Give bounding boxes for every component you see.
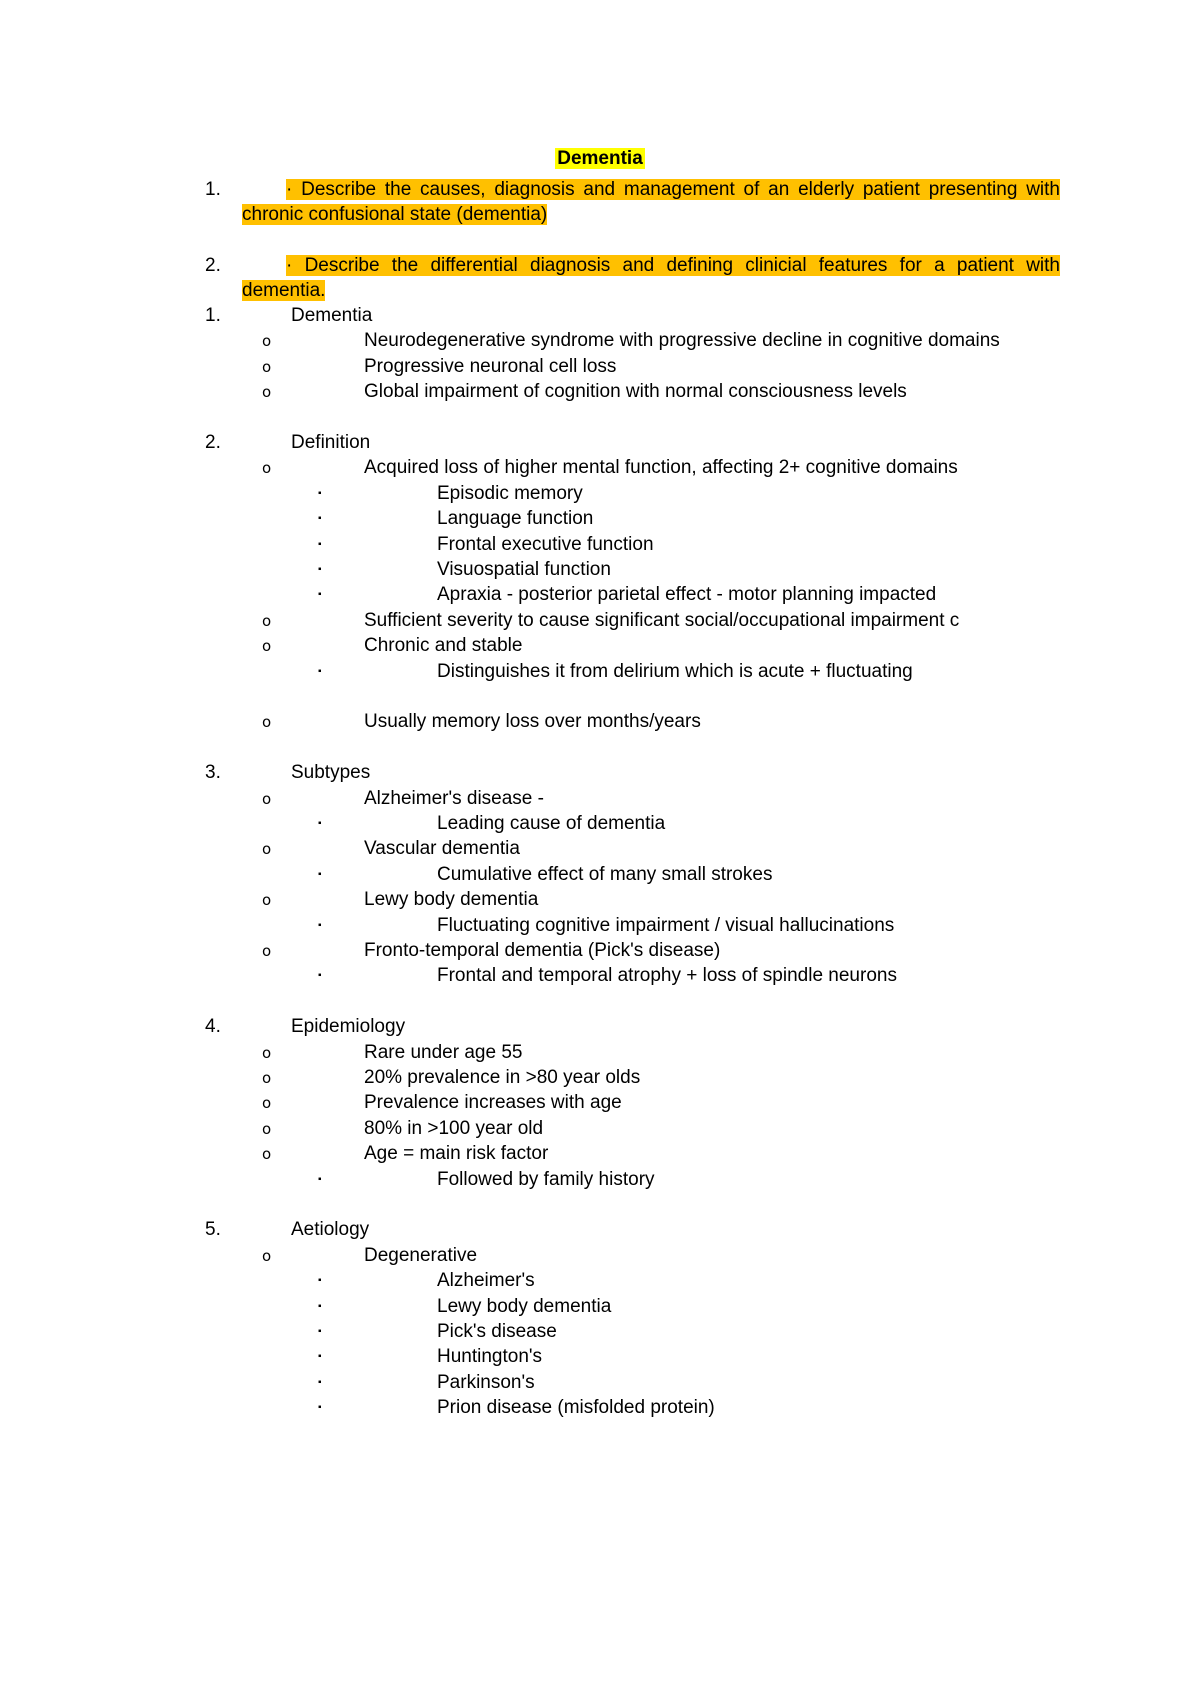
objective-number: 1. (205, 179, 221, 200)
section-heading: Dementia (291, 305, 373, 326)
sub-list-item: Alzheimer's (437, 1270, 535, 1292)
square-bullet-icon: ▪ (318, 868, 322, 880)
section-heading: Aetiology (291, 1219, 370, 1241)
circle-bullet-icon: o (262, 459, 272, 478)
circle-bullet-icon: o (262, 713, 272, 732)
circle-bullet-icon: o (262, 942, 272, 960)
objective-highlight: · Describe the causes, diagnosis and management of an elderly patient presenting with chronic confusional state (dementia) (242, 179, 1060, 225)
list-item: Degenerative (364, 1244, 478, 1266)
sub-list-item: Huntington's (437, 1346, 543, 1368)
list-item: Chronic and stable (364, 635, 523, 657)
list-item: Fronto-temporal dementia (Pick's disease) (364, 940, 721, 961)
section-heading: Subtypes (291, 762, 371, 784)
square-bullet-icon: ▪ (318, 919, 322, 931)
square-bullet-icon: ▪ (318, 513, 322, 525)
circle-bullet-icon: o (262, 1043, 272, 1062)
circle-bullet-icon: o (262, 891, 272, 910)
section-heading: Epidemiology (291, 1016, 406, 1038)
square-bullet-icon: ▪ (318, 1376, 322, 1388)
objective-number: 2. (205, 255, 221, 276)
sub-list-item: Leading cause of dementia (437, 813, 666, 834)
sub-list-item: Fluctuating cognitive impairment / visual hallucinations (437, 914, 895, 936)
circle-bullet-icon: o (262, 637, 272, 656)
document-title (0, 146, 1200, 172)
list-item: 80% in >100 year old (364, 1117, 544, 1139)
list-item: Global impairment of cognition with normal consciousness levels (364, 381, 907, 403)
square-bullet-icon: ▪ (318, 665, 322, 677)
square-bullet-icon: ▪ (318, 970, 322, 982)
circle-bullet-icon: o (262, 383, 272, 402)
sub-list-item: Apraxia - posterior parietal effect - motor planning impacted (437, 584, 937, 606)
sub-list-item: Frontal executive function (437, 533, 654, 555)
circle-bullet-icon: o (262, 789, 272, 808)
circle-bullet-icon: o (262, 357, 272, 376)
sub-list-item: Visuospatial function (437, 559, 611, 580)
sub-list-item: Prion disease (misfolded protein) (437, 1397, 715, 1419)
sub-list-item: Language function (437, 508, 594, 530)
square-bullet-icon: ▪ (318, 818, 322, 829)
section-number: 3. (205, 762, 221, 784)
list-item: Sufficient severity to cause significant social/occupational impairment c (364, 609, 960, 631)
objective-text (242, 177, 1060, 227)
square-bullet-icon: ▪ (318, 487, 322, 499)
section-number: 1. (205, 305, 221, 326)
section-number: 4. (205, 1016, 221, 1038)
list-item: Progressive neuronal cell loss (364, 355, 617, 377)
title-highlight: Dementia (557, 148, 643, 169)
circle-bullet-icon: o (262, 840, 272, 859)
square-bullet-icon: ▪ (318, 1326, 322, 1337)
list-item: Alzheimer's disease - (364, 787, 544, 809)
list-item: 20% prevalence in >80 year olds (364, 1067, 641, 1088)
circle-bullet-icon: o (262, 1069, 272, 1087)
list-item: Age = main risk factor (364, 1143, 549, 1165)
square-bullet-icon: ▪ (318, 1351, 322, 1363)
sub-list-item: Lewy body dementia (437, 1295, 612, 1317)
objective-highlight: · Describe the differential diagnosis and defining clinicial features for a patient with dementia. (242, 255, 1060, 301)
section-number: 2. (205, 432, 221, 453)
circle-bullet-icon: o (262, 1246, 272, 1265)
circle-bullet-icon: o (262, 1145, 272, 1164)
list-item: Prevalence increases with age (364, 1092, 622, 1114)
square-bullet-icon: ▪ (318, 538, 322, 550)
list-item: Neurodegenerative syndrome with progressive decline in cognitive domains (364, 330, 1000, 352)
list-item: Acquired loss of higher mental function, affecting 2+ cognitive domains (364, 457, 958, 479)
section-heading: Definition (291, 432, 371, 453)
square-bullet-icon: ▪ (318, 1300, 322, 1312)
list-item: Usually memory loss over months/years (364, 711, 701, 733)
sub-list-item: Distinguishes it from delirium which is acute + fluctuating (437, 660, 913, 682)
objective-text (242, 253, 1060, 303)
sub-list-item: Parkinson's (437, 1371, 535, 1393)
sub-list-item: Cumulative effect of many small strokes (437, 863, 773, 885)
square-bullet-icon: ▪ (318, 564, 322, 575)
square-bullet-icon: ▪ (318, 589, 322, 601)
square-bullet-icon: ▪ (318, 1173, 322, 1185)
sub-list-item: Followed by family history (437, 1168, 655, 1190)
section-number: 5. (205, 1219, 221, 1241)
list-item: Lewy body dementia (364, 889, 539, 911)
circle-bullet-icon: o (262, 611, 272, 630)
square-bullet-icon: ▪ (318, 1402, 322, 1414)
sub-list-item: Episodic memory (437, 482, 583, 504)
square-bullet-icon: ▪ (318, 1275, 322, 1287)
list-item: Vascular dementia (364, 838, 520, 860)
sub-list-item: Frontal and temporal atrophy + loss of spindle neurons (437, 965, 897, 987)
sub-list-item: Pick's disease (437, 1321, 557, 1342)
list-item: Rare under age 55 (364, 1041, 523, 1063)
circle-bullet-icon: o (262, 332, 272, 351)
circle-bullet-icon: o (262, 1119, 272, 1138)
circle-bullet-icon: o (262, 1094, 272, 1113)
